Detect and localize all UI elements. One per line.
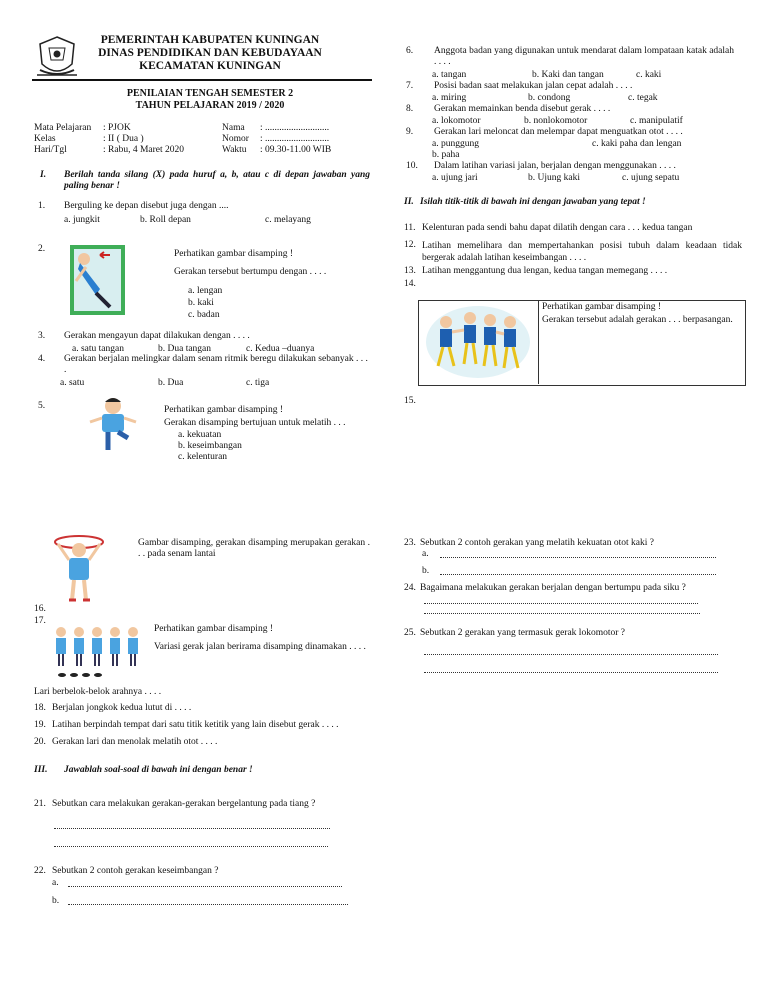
section-3-number: III. <box>34 765 48 775</box>
q10-text: Dalam latihan variasi jalan, berjalan dengan menggunakan . . . . <box>434 161 676 171</box>
q2-option-b[interactable]: b. kaki <box>188 298 214 308</box>
q24-number: 24. <box>404 583 416 593</box>
section-1-title: Berilah tanda silang (X) pada huruf a, b, atau c di depan jawaban yang paling benar ! <box>64 170 370 192</box>
section-3-title: Jawablah soal-soal di bawah ini dengan benar ! <box>64 765 253 775</box>
q18-number: 18. <box>34 703 46 713</box>
q9-text: Gerakan lari meloncat dan melempar dapat menguatkan otot . . . . <box>434 127 683 137</box>
children-rhythmic-walking-illustration <box>52 624 142 680</box>
q9-option-a[interactable]: a. punggung <box>432 139 479 149</box>
q13-number: 13. <box>404 266 416 276</box>
number-label: Nomor <box>222 134 249 144</box>
q7-option-c[interactable]: c. tegak <box>628 93 658 103</box>
q17-continuation: Lari berbelok-belok arahnya . . . . <box>34 687 162 697</box>
subject-label: Mata Pelajaran <box>34 123 92 133</box>
children-partner-exercise-illustration <box>424 304 532 380</box>
q11-text: Kelenturan pada sendi bahu dapat dilatih dengan cara . . . kedua tangan <box>422 223 693 233</box>
q1-option-a[interactable]: a. jungkit <box>64 215 100 225</box>
date-label: Hari/Tgl <box>34 145 67 155</box>
header-government: PEMERINTAH KABUPATEN KUNINGAN <box>100 34 320 46</box>
q3-number: 3. <box>38 331 46 341</box>
q3-option-a[interactable]: a. satu tangan <box>72 344 124 354</box>
section-2-title: Isilah titik-titik di bawah ini dengan jawaban yang tepat ! <box>420 197 646 207</box>
q7-number: 7. <box>406 81 414 91</box>
q1-option-b[interactable]: b. Roll depan <box>140 215 191 225</box>
q17-number: 17. <box>34 616 46 626</box>
q25-answer-line-1[interactable] <box>424 646 718 655</box>
section-2-number: II. <box>404 197 414 207</box>
q2-option-a[interactable]: a. lengan <box>188 286 223 296</box>
q25-text: Sebutkan 2 gerakan yang termasuk gerak lokomotor ? <box>420 628 625 638</box>
q23-answer-a[interactable] <box>440 549 716 558</box>
q19-text: Latihan berpindah tempat dari satu titik ketitik yang lain disebut gerak . . . . <box>52 720 339 730</box>
q10-option-c[interactable]: c. ujung sepatu <box>622 173 680 183</box>
q3-option-b[interactable]: b. Dua tangan <box>158 344 212 354</box>
section-1-number: I. <box>40 170 47 180</box>
q2-option-c[interactable]: c. badan <box>188 310 220 320</box>
q5-option-c[interactable]: c. kelenturan <box>178 452 228 462</box>
q21-answer-line-2[interactable] <box>54 838 328 847</box>
q20-text: Gerakan lari dan menolak melatih otot . . . . <box>52 737 218 747</box>
q17-lead: Perhatikan gambar disamping ! <box>154 624 273 634</box>
q4-text: Gerakan berjalan melingkar dalam senam ritmik beregu dilakukan sebanyak . . . . <box>64 354 368 376</box>
q12-number: 12. <box>404 240 416 250</box>
q6-option-b[interactable]: b. Kaki dan tangan <box>532 70 604 80</box>
boy-hula-hoop-illustration <box>52 530 107 606</box>
q5-option-b[interactable]: b. keseimbangan <box>178 441 242 451</box>
kuningan-regency-emblem-icon <box>34 34 80 80</box>
q21-number: 21. <box>34 799 46 809</box>
q9-number: 9. <box>406 127 414 137</box>
date-value: : Rabu, 4 Maret 2020 <box>103 145 185 155</box>
q22-text: Sebutkan 2 contoh gerakan keseimbangan ? <box>52 866 219 876</box>
q15-number: 15. <box>404 396 416 406</box>
q10-number: 10. <box>406 161 418 171</box>
q10-option-b[interactable]: b. Ujung kaki <box>528 173 580 183</box>
q16-text: Gambar disamping, gerakan disamping merupakan gerakan . . . pada senam lantai <box>138 538 370 560</box>
subject-value: : PJOK <box>103 123 131 133</box>
q16-number: 16. <box>34 604 46 614</box>
q22-number: 22. <box>34 866 46 876</box>
q25-answer-line-2[interactable] <box>424 664 718 673</box>
q14-number: 14. <box>404 279 416 289</box>
q21-text: Sebutkan cara melakukan gerakan-gerakan bergelantung pada tiang ? <box>52 799 316 809</box>
q9-option-c[interactable]: c. kaki paha dan lengan <box>592 139 682 149</box>
name-field[interactable]: : ........................... <box>260 123 330 133</box>
q7-text: Posisi badan saat melakukan jalan cepat adalah . . . . <box>434 81 633 91</box>
q6-number: 6. <box>406 46 414 56</box>
academic-year: TAHUN PELAJARAN 2019 / 2020 <box>135 100 285 111</box>
q22-answer-a[interactable] <box>68 878 342 887</box>
q2-lead: Perhatikan gambar disamping ! <box>174 249 293 259</box>
q7-option-b[interactable]: b. condong <box>528 93 571 103</box>
q2-number: 2. <box>38 244 46 254</box>
q9-option-b[interactable]: b. paha <box>432 150 460 160</box>
q8-text: Gerakan memainkan benda disebut gerak . . . . <box>434 104 611 114</box>
q5-option-a[interactable]: a. kekuatan <box>178 430 222 440</box>
q20-number: 20. <box>34 737 46 747</box>
q22-label-b: b. <box>52 896 60 906</box>
q14-text: Gerakan tersebut adalah gerakan . . . berpasangan. <box>542 315 733 325</box>
header-divider <box>32 79 372 81</box>
q19-number: 19. <box>34 720 46 730</box>
q5-number: 5. <box>38 401 46 411</box>
exam-title: PENILAIAN TENGAH SEMESTER 2 <box>126 88 294 99</box>
q4-option-a[interactable]: a. satu <box>60 378 85 388</box>
boy-wall-pushup-illustration <box>70 245 125 315</box>
q22-label-a: a. <box>52 878 59 888</box>
q17-text: Variasi gerak jalan berirama disamping dinamakan . . . . <box>154 642 366 652</box>
name-label: Nama <box>222 123 245 133</box>
q24-text: Bagaimana melakukan gerakan berjalan dengan bertumpu pada siku ? <box>420 583 686 593</box>
class-value: : II ( Dua ) <box>103 134 144 144</box>
header-district: KECAMATAN KUNINGAN <box>139 60 281 72</box>
q14-lead: Perhatikan gambar disamping ! <box>542 302 661 312</box>
q4-option-b[interactable]: b. Dua <box>158 378 184 388</box>
q2-text: Gerakan tersebut bertumpu dengan . . . . <box>174 267 327 277</box>
boy-one-leg-balance-illustration <box>88 396 138 454</box>
class-label: Kelas <box>34 134 56 144</box>
q6-option-a[interactable]: a. tangan <box>432 70 467 80</box>
q4-option-c[interactable]: c. tiga <box>246 378 270 388</box>
q1-option-c[interactable]: c. melayang <box>265 215 311 225</box>
q23-label-b: b. <box>422 566 430 576</box>
q1-text: Berguling ke depan disebut juga dengan .... <box>64 201 229 211</box>
q23-label-a: a. <box>422 549 429 559</box>
q24-answer-line-1[interactable] <box>424 595 698 604</box>
header-department: DINAS PENDIDIKAN DAN KEBUDAYAAN <box>98 47 322 59</box>
q23-number: 23. <box>404 538 416 548</box>
q4-number: 4. <box>38 354 46 364</box>
q11-number: 11. <box>404 223 416 233</box>
q8-option-c[interactable]: c. manipulatif <box>630 116 683 126</box>
q6-text: Anggota badan yang digunakan untuk mendarat dalam lompataan katak adalah . . . . <box>434 46 734 68</box>
q3-text: Gerakan mengayun dapat dilakukan dengan . . . . <box>64 331 250 341</box>
q8-option-a[interactable]: a. lokomotor <box>432 116 481 126</box>
q10-option-a[interactable]: a. ujung jari <box>432 173 478 183</box>
q8-number: 8. <box>406 104 414 114</box>
time-label: Waktu <box>222 145 247 155</box>
q1-number: 1. <box>38 201 46 211</box>
q5-lead: Perhatikan gambar disamping ! <box>164 405 283 415</box>
q3-option-c[interactable]: c. Kedua –duanya <box>246 344 315 354</box>
q7-option-a[interactable]: a. miring <box>432 93 467 103</box>
q23-text: Sebutkan 2 contoh gerakan yang melatih kekuatan otot kaki ? <box>420 538 654 548</box>
number-field[interactable]: : ........................... <box>260 134 330 144</box>
q25-number: 25. <box>404 628 416 638</box>
q24-answer-line-2[interactable] <box>424 605 700 614</box>
q12-text: Latihan memelihara dan mempertahankan posisi tubuh dalam keadaan tidak bergerak adalah latihan keseimbangan . . . . <box>422 241 742 264</box>
q18-text: Berjalan jongkok kedua lutut di . . . . <box>52 703 192 713</box>
q22-answer-b[interactable] <box>68 896 348 905</box>
time-value: : 09.30-11.00 WIB <box>260 145 332 155</box>
q8-option-b[interactable]: b. nonlokomotor <box>524 116 588 126</box>
q23-answer-b[interactable] <box>440 566 716 575</box>
q6-option-c[interactable]: c. kaki <box>636 70 662 80</box>
q5-text: Gerakan disamping bertujuan untuk melatih . . . <box>164 418 346 428</box>
q13-text: Latihan menggantung dua lengan, kedua tangan memegang . . . . <box>422 266 668 276</box>
q21-answer-line-1[interactable] <box>54 820 330 829</box>
